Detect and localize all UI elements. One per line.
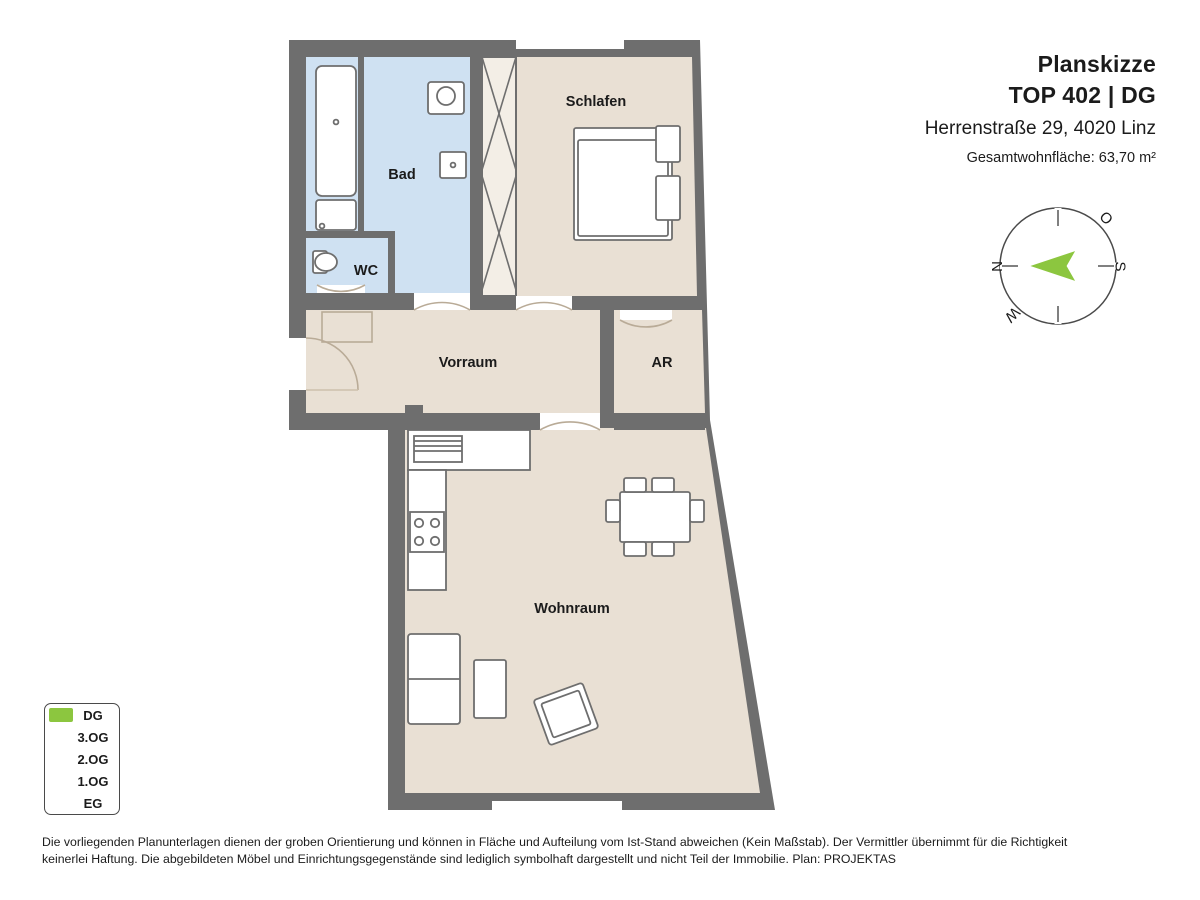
disclaimer: [42, 834, 1162, 867]
room-label-vorraum: Vorraum: [438, 355, 498, 371]
room-label-ar: AR: [651, 355, 673, 371]
compass-label-s: S: [1111, 261, 1129, 272]
floor-swatch: [49, 796, 73, 810]
floor-swatch: [49, 752, 73, 766]
floor-item-label: 2.OG: [77, 751, 109, 767]
floor-swatch: [49, 774, 73, 788]
room-label-wohnraum: Wohnraum: [534, 601, 610, 617]
floor-item-2og[interactable]: [45, 748, 119, 770]
furniture-bedroom: [574, 126, 680, 240]
total-area-line: Gesamtwohnfläche: 63,70 m²: [966, 150, 1156, 167]
unit-floor-title: TOP 402 | DG: [1008, 81, 1156, 108]
floor-item-label: DG: [83, 707, 103, 723]
floor-swatch: [49, 730, 73, 744]
compass-label-n: N: [988, 261, 1006, 272]
floor-item-eg[interactable]: [45, 792, 119, 814]
floor-item-dg[interactable]: [45, 704, 119, 726]
floor-item-1og[interactable]: [45, 770, 119, 792]
furniture-wc: [313, 251, 337, 273]
compass-rose: [988, 196, 1128, 336]
compass-label-o: O: [1096, 208, 1117, 229]
title-block: [736, 50, 1156, 171]
compass-label-w: W: [1001, 303, 1024, 326]
room-label-bad: Bad: [388, 167, 416, 183]
room-label-schlafen: Schlafen: [565, 94, 627, 110]
floor-selector[interactable]: [44, 703, 120, 815]
room-label-wc: WC: [353, 263, 379, 279]
disclaimer-line-1: Die vorliegenden Planunterlagen dienen der groben Orientierung und können in Fläche und Aufteilung vom Ist-Stand abweichen (Kein Maßstab). Der Vermittler übernimmt für die Richtigkeit: [42, 835, 1068, 849]
floor-item-label: 1.OG: [77, 773, 109, 789]
address-line: Herrenstraße 29, 4020 Linz: [924, 118, 1156, 140]
floor-item-label: 3.OG: [77, 729, 109, 745]
floor-active-swatch: [49, 708, 73, 722]
floor-item-label: EG: [83, 795, 103, 811]
plan-kind-title: Planskizze: [1037, 51, 1156, 77]
disclaimer-line-2: keinerlei Haftung. Die abgebildeten Möbel und Einrichtungsgegenstände sind lediglich symbolhaft dargestellt und nicht Teil der Immobilie. Plan: PROJEKTAS: [42, 851, 896, 866]
compass-needle-icon: [1032, 252, 1074, 280]
floor-item-3og[interactable]: [45, 726, 119, 748]
